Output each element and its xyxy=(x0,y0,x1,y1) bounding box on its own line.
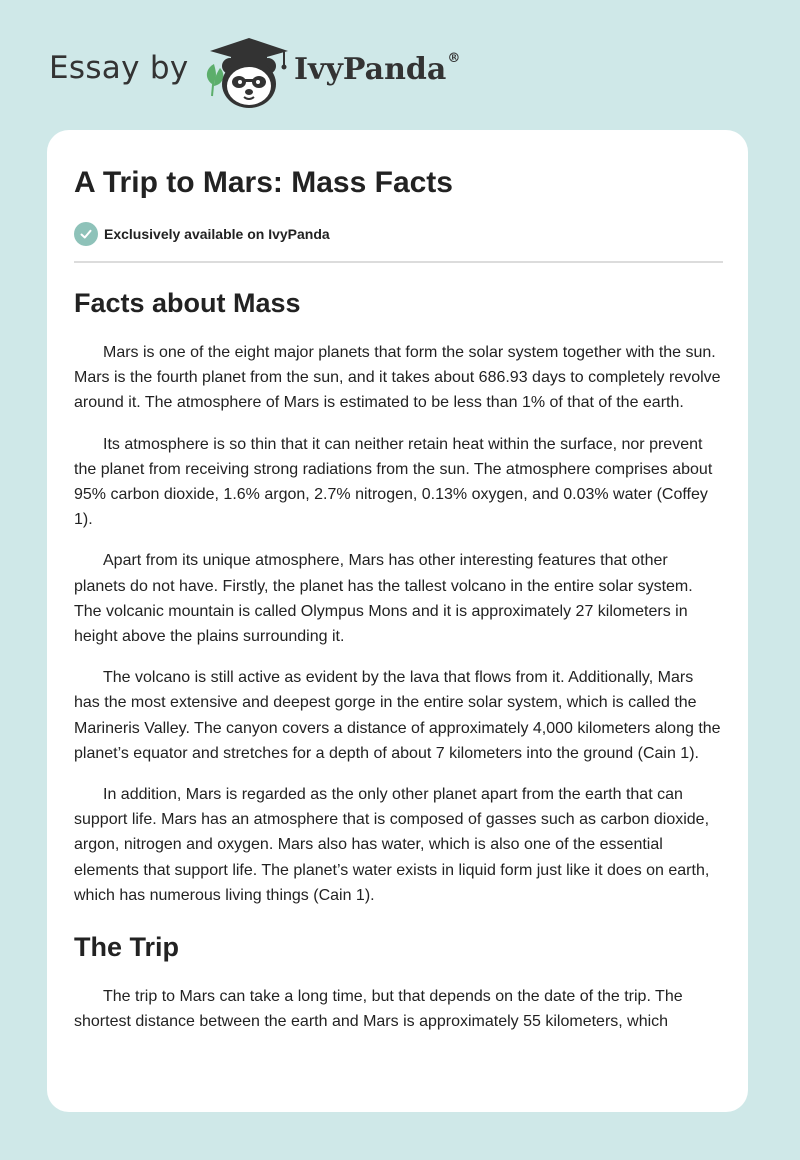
essay-body xyxy=(74,276,723,1050)
exclusive-badge xyxy=(74,222,330,246)
paragraph: Mars is one of the eight major planets that form the solar system together with the sun. Mars is the fourth planet from the sun, and it takes about 686.93 days to completely revolve around it. The atmosphere of Mars is estimated to be less than 1% of that of the earth. xyxy=(74,344,721,412)
paragraph: In addition, Mars is regarded as the only other planet apart from the earth that can support life. Mars has an atmosphere that is composed of gasses such as carbon dioxide, argon, nitrogen and oxygen. Mars also has water, which is also one of the essential elements that support life. The planet’s water exists in liquid form just like it does on earth, which has numerous living things (Cain 1). xyxy=(74,786,710,904)
checkmark-icon xyxy=(74,222,98,246)
leaf-icon xyxy=(207,64,223,96)
essay-card xyxy=(47,130,748,1112)
paragraph: Apart from its unique atmosphere, Mars has other interesting features that other planets do not have. Firstly, the planet has the tallest volcano in the entire solar system. The volcanic mountain is called Olympus Mons and it is approximately 27 kilometers in height above the plains surrounding it. xyxy=(74,552,693,646)
panda-graduation-cap-icon[interactable] xyxy=(200,34,292,110)
essay-title: A Trip to Mars: Mass Facts xyxy=(74,166,453,199)
section-heading-facts: Facts about Mass xyxy=(74,288,301,318)
title-divider xyxy=(74,261,723,263)
paragraph: The trip to Mars can take a long time, but that depends on the date of the trip. The shortest distance between the earth and Mars is approximately 55 kilometers, which xyxy=(74,988,683,1031)
site-header xyxy=(0,0,800,130)
exclusive-label: Exclusively available on IvyPanda xyxy=(104,226,330,242)
essay-by-label: Essay by xyxy=(49,50,189,86)
section-heading-trip: The Trip xyxy=(74,932,180,963)
brand-text: IvyPanda xyxy=(294,52,447,87)
paragraph: Its atmosphere is so thin that it can neither retain heat within the surface, nor prevent the planet from receiving strong radiations from the sun. The atmosphere comprises about 95% carbon dioxide, 1.6% argon, 2.7% nitrogen, 0.13% oxygen, and 0.03% water (Coffey 1). xyxy=(74,435,713,529)
registered-mark: ® xyxy=(447,51,461,66)
paragraph: The volcano is still active as evident by the lava that flows from it. Additionally, Mars has the most extensive and deepest gorge in the entire solar system, which is called the Marineris Valley. The canyon covers a distance of approximately 4,000 kilometers along the planet’s equator and stretches for a depth of about 7 kilometers into the ground (Cain 1). xyxy=(74,669,721,762)
brand-name[interactable] xyxy=(294,52,460,87)
